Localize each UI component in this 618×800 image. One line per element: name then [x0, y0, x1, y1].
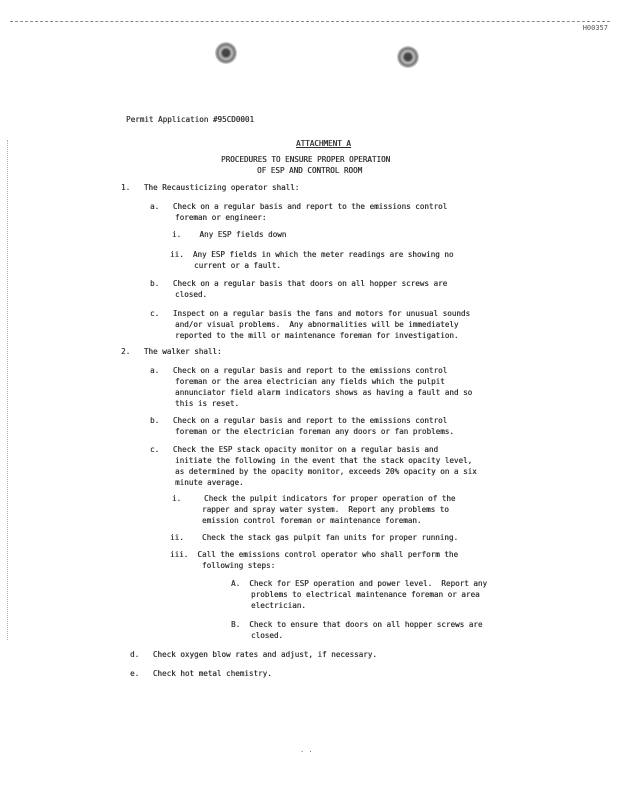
item-2b-line-2: foreman or the electrician foreman any doors or fan problems.	[175, 427, 454, 436]
item-2c-line-2: initiate the following in the event that the stack opacity level,	[175, 456, 473, 465]
item-2c-i-line-2: rapper and spray water system. Report any problems to	[202, 505, 449, 514]
scan-top-edge	[10, 21, 610, 22]
item-2c-iii-A-line-2: problems to electrical maintenance foreman or area	[251, 590, 480, 599]
item-1c-line-2: and/or visual problems. Any abnormalities will be immediately	[175, 320, 459, 329]
item-2d: d. Check oxygen blow rates and adjust, if necessary.	[130, 650, 377, 659]
item-2c-iii-A-line-3: electrician.	[251, 601, 306, 610]
item-1a-line-2: foreman or engineer:	[175, 213, 267, 222]
item-1b-line-2: closed.	[175, 290, 208, 299]
item-2c-line-1: c. Check the ESP stack opacity monitor on a regular basis and	[150, 445, 439, 454]
item-2: 2. The walker shall:	[121, 347, 222, 356]
item-1c-line-3: reported to the mill or maintenance foreman for investigation.	[175, 331, 459, 340]
item-2b-line-1: b. Check on a regular basis and report to the emissions control	[150, 416, 448, 425]
page-footer-marks: . .	[300, 746, 313, 754]
item-1b-line-1: b. Check on a regular basis that doors on all hopper screws are	[150, 279, 448, 288]
item-2c-line-3: as determined by the opacity monitor, exceeds 20% opacity on a six	[175, 467, 477, 476]
heading-line-1: PROCEDURES TO ENSURE PROPER OPERATION	[221, 155, 391, 164]
item-2e: e. Check hot metal chemistry.	[130, 669, 272, 678]
item-2c-iii-B-line-1: B. Check to ensure that doors on all hopper screws are	[231, 620, 483, 629]
item-2c-iii-line-2: following steps:	[202, 561, 276, 570]
item-2a-line-2: foreman or the area electrician any fields which the pulpit	[175, 377, 445, 386]
item-1a-i: i. Any ESP fields down	[172, 230, 287, 239]
item-2a-line-3: annunciator field alarm indicators shows as having a fault and so	[175, 388, 473, 397]
punch-hole-mark-left	[215, 42, 237, 64]
permit-application-line: Permit Application #95CD0001	[126, 115, 255, 124]
item-2c-iii-B-line-2: closed.	[251, 631, 284, 640]
item-2c-i-line-1: i. Check the pulpit indicators for proper operation of the	[172, 494, 456, 503]
bates-number: H00357	[582, 24, 608, 32]
item-2c-iii-A-line-1: A. Check for ESP operation and power level. Report any	[231, 579, 488, 588]
item-1a-ii-line-2: current or a fault.	[194, 261, 281, 270]
item-2c-i-line-3: emission control foreman or maintenance foreman.	[202, 516, 422, 525]
item-2c-iii-line-1: iii. Call the emissions control operator who shall perform the	[170, 550, 459, 559]
scan-left-margin-marks	[7, 140, 8, 640]
item-1: 1. The Recausticizing operator shall:	[121, 183, 300, 192]
item-2a-line-1: a. Check on a regular basis and report to the emissions control	[150, 366, 448, 375]
punch-hole-mark-right	[397, 46, 419, 68]
item-1a-line-1: a. Check on a regular basis and report to the emissions control	[150, 202, 448, 211]
item-2a-line-4: this is reset.	[175, 399, 240, 408]
item-2c-ii: ii. Check the stack gas pulpit fan units for proper running.	[170, 533, 459, 542]
heading-line-2: OF ESP AND CONTROL ROOM	[257, 166, 363, 175]
item-2c-line-4: minute average.	[175, 478, 244, 487]
item-1a-ii-line-1: ii. Any ESP fields in which the meter readings are showing no	[170, 250, 454, 259]
item-1c-line-1: c. Inspect on a regular basis the fans and motors for unusual sounds	[150, 309, 471, 318]
attachment-title: ATTACHMENT A	[296, 139, 351, 148]
